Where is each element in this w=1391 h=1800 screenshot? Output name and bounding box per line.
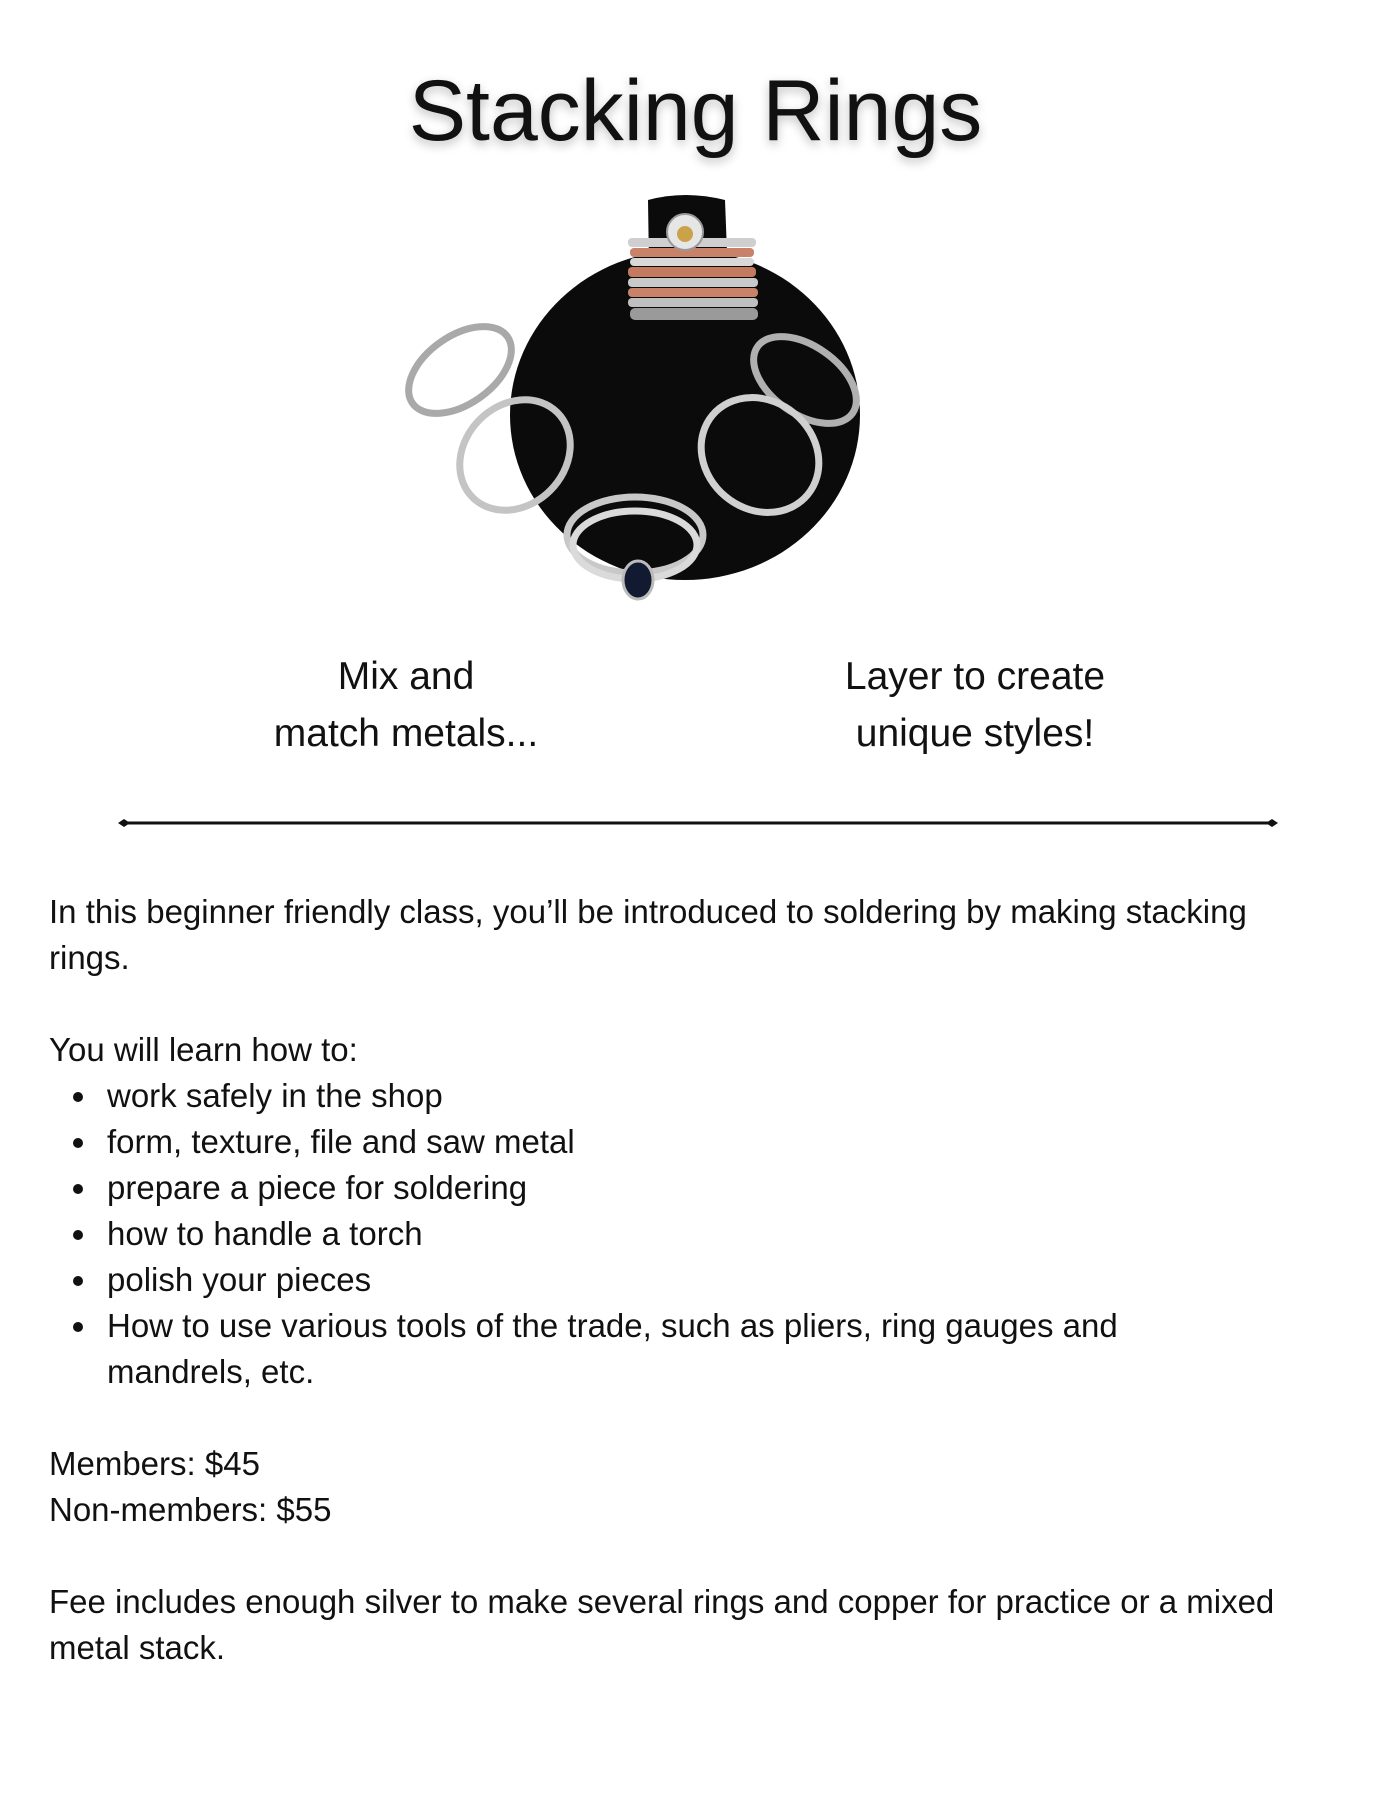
- list-item: how to handle a torch: [49, 1211, 1249, 1257]
- learn-heading: You will learn how to:: [49, 1031, 358, 1068]
- caption-line: unique styles!: [855, 712, 1095, 755]
- divider: [118, 816, 1278, 830]
- caption-line: match metals...: [273, 712, 539, 755]
- list-item: How to use various tools of the trade, such as pliers, ring gauges and mandrels, etc.: [49, 1303, 1187, 1395]
- page-title: Stacking Rings: [408, 63, 983, 159]
- non-members-price: Non-members: $55: [49, 1491, 332, 1528]
- caption-mix-match: [236, 648, 576, 762]
- list-item: polish your pieces: [49, 1257, 1249, 1303]
- ring-stack: [628, 214, 758, 320]
- caption-line: Layer to create: [844, 655, 1106, 698]
- twisted-ring: [400, 309, 527, 431]
- learn-list: [49, 1073, 1249, 1395]
- fee-note: Fee includes enough silver to make several rings and copper for practice or a mixed metal stack.: [49, 1583, 1275, 1666]
- caption-layer: [790, 648, 1160, 762]
- caption-line: Mix and: [337, 655, 475, 698]
- list-item: form, texture, file and saw metal: [49, 1119, 1249, 1165]
- list-item: prepare a piece for soldering: [49, 1165, 1249, 1211]
- onyx-stone: [623, 561, 653, 599]
- members-price: Members: $45: [49, 1445, 260, 1482]
- list-item: work safely in the shop: [49, 1073, 1249, 1119]
- class-description: [49, 889, 1349, 1671]
- rings-photo: [400, 190, 960, 690]
- intro-text: In this beginner friendly class, you’ll be introduced to soldering by making stacking rings.: [49, 893, 1247, 976]
